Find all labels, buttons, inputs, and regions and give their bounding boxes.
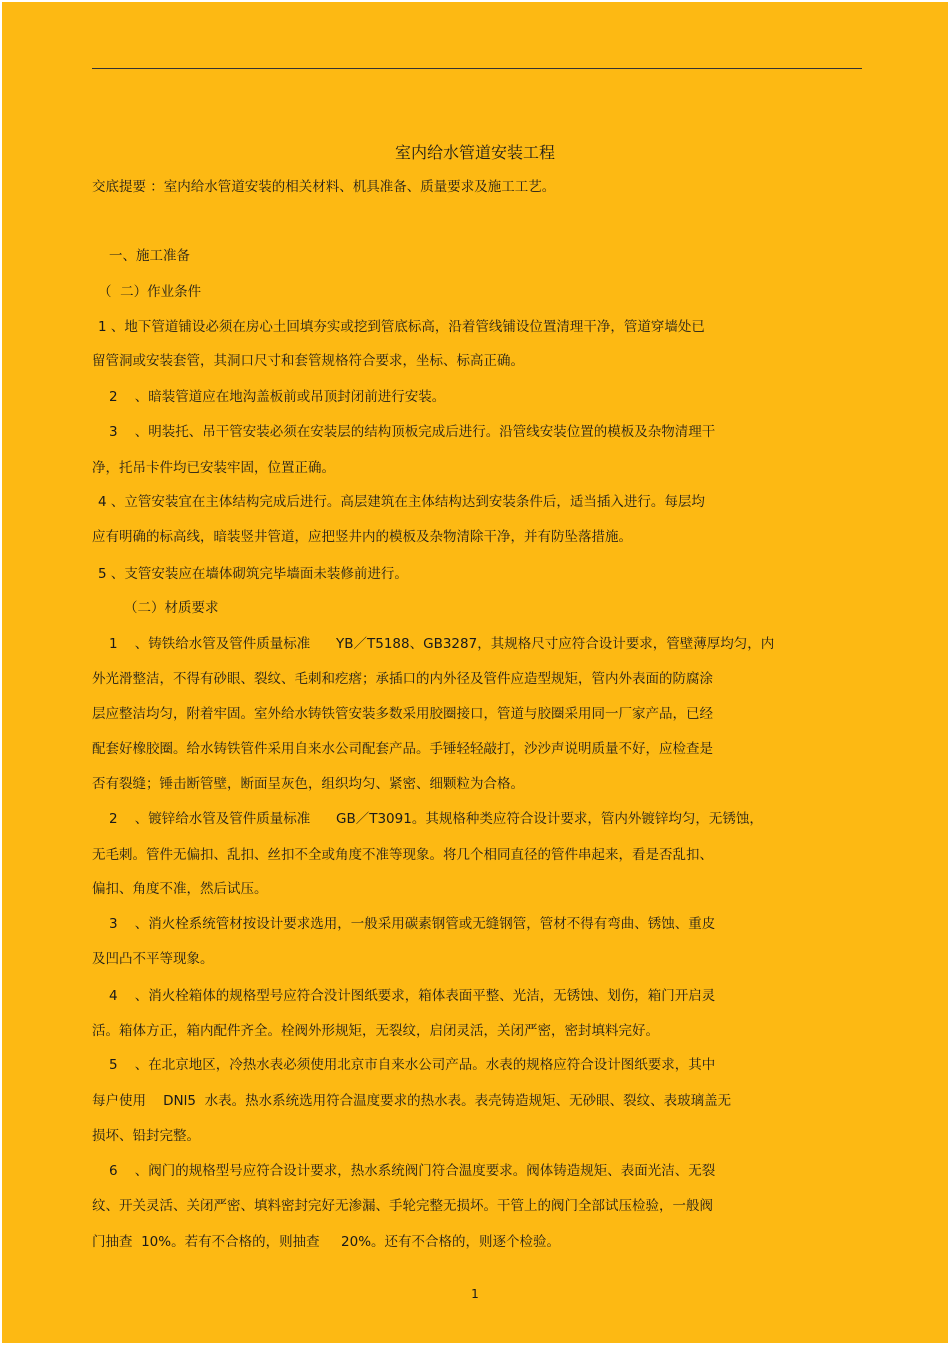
body-line: 2 、镀锌给水管及管件质量标准 GB／T3091。其规格种类应符合设计要求，管内外镀锌均匀，无锈蚀， <box>109 811 763 827</box>
body-line: 4 、立管安装宜在主体结构完成后进行。高层建筑在主体结构达到安装条件后，适当插入进行。每层均 <box>98 494 705 510</box>
body-line: 无毛刺。管件无偏扣、乱扣、丝扣不全或角度不准等现象。将几个相同直径的管件串起来，看是否乱扣、 <box>92 847 713 863</box>
document-title: 室内给水管道安装工程 <box>394 143 555 162</box>
body-line: 4 、消火栓箱体的规格型号应符合没计图纸要求，箱体表面平整、光洁，无锈蚀、划伤，箱门开启灵 <box>109 988 716 1004</box>
body-line: 门抽查 10%。若有不合格的，则抽查 20%。还有不合格的，则逐个检验。 <box>92 1234 561 1250</box>
body-line: 1 、地下管道铺设必须在房心土回填夯实或挖到管底标高，沿着管线铺设位置清理干净，管道穿墙处已 <box>98 319 705 335</box>
body-line: 活。箱体方正，箱内配件齐全。栓阀外形规矩，无裂纹，启闭灵活，关闭严密，密封填料完好。 <box>92 1023 659 1039</box>
body-line: 层应整洁均匀，附着牢固。室外给水铸铁管安装多数采用胶圈接口，管道与胶圈采用同一厂家产品，已经 <box>92 706 713 722</box>
body-line: 每户使用 DNl5 水表。热水系统选用符合温度要求的热水表。表壳铸造规矩、无砂眼、裂纹、表玻璃盖无 <box>92 1093 732 1109</box>
body-line: 应有明确的标高线，暗装竖井管道，应把竖井内的模板及杂物清除干净，并有防坠落措施。 <box>92 529 632 545</box>
subsection-heading: （二）材质要求 <box>124 600 219 616</box>
body-line: 3 、明装托、吊干管安装必须在安装层的结构顶板完成后进行。沿管线安装位置的模板及杂物清理干 <box>109 424 716 440</box>
body-line: 否有裂缝；锤击断管壁，断面呈灰色，组织均匀、紧密、细颗粒为合格。 <box>92 776 524 792</box>
body-line: 纹、开关灵活、关闭严密、填料密封完好无渗漏、手轮完整无损坏。干管上的阀门全部试压检验，一般阀 <box>92 1198 713 1214</box>
body-line: 配套好橡胶圈。给水铸铁管件采用自来水公司配套产品。手锤轻轻敲打，沙沙声说明质量不好，应检查是 <box>92 741 713 757</box>
body-line: 5 、支管安装应在墙体砌筑完毕墙面未装修前进行。 <box>98 566 408 582</box>
section-heading: 一、施工准备 <box>109 248 190 264</box>
body-line: 及凹凸不平等现象。 <box>92 951 214 967</box>
body-line: 净，托吊卡件均已安装牢固，位置正确。 <box>92 460 335 476</box>
body-line: 外光滑整洁，不得有砂眼、裂纹、毛刺和疙瘩；承插口的内外径及管件应造型规矩，管内外表面的防腐涂 <box>92 671 713 687</box>
body-line: 留管洞或安装套管，其洞口尺寸和套管规格符合要求，坐标、标高正确。 <box>92 353 524 369</box>
body-line: 3 、消火栓系统管材按设计要求选用，一般采用碳素钢管或无缝钢管，管材不得有弯曲、锈蚀、重皮 <box>109 916 716 932</box>
summary-line: 交底提要 ：室内给水管道安装的相关材料、机具准备、质量要求及施工工艺。 <box>92 179 556 195</box>
header-rule <box>92 68 862 69</box>
body-line: 偏扣、角度不准，然后试压。 <box>92 881 268 897</box>
document-page <box>2 2 948 1343</box>
body-line: 5 、在北京地区，冷热水表必须使用北京市自来水公司产品。水表的规格应符合设计图纸要求，其中 <box>109 1057 716 1073</box>
body-line: 损坏、铅封完整。 <box>92 1128 200 1144</box>
body-line: 1 、铸铁给水管及管件质量标准 YB／T5188、GB3287，其规格尺寸应符合设计要求，管壁薄厚均匀，内 <box>109 636 775 652</box>
page-number: 1 <box>471 1287 479 1301</box>
body-line: 2 、暗装管道应在地沟盖板前或吊顶封闭前进行安装。 <box>109 389 446 405</box>
subsection-heading: （ 二）作业条件 <box>98 284 202 300</box>
body-line: 6 、阀门的规格型号应符合设计要求，热水系统阀门符合温度要求。阀体铸造规矩、表面光洁、无裂 <box>109 1163 716 1179</box>
